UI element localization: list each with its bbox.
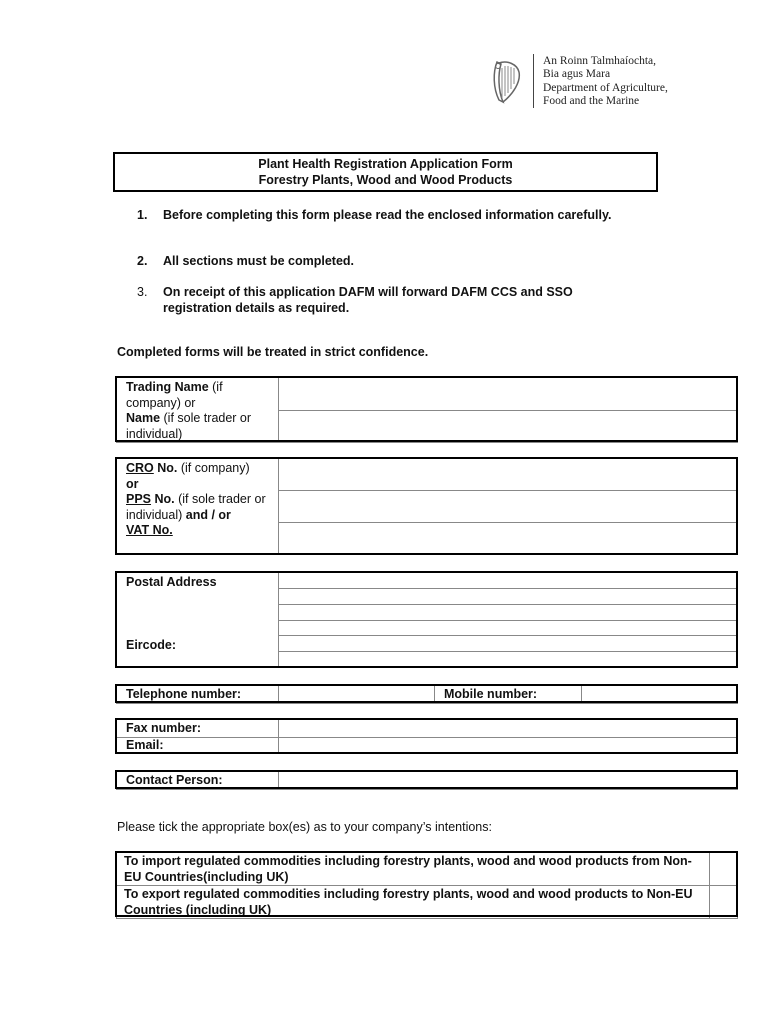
pps-number-field[interactable]: [279, 491, 738, 523]
contact-person-label: Contact Person:: [117, 772, 279, 790]
dept-line: Department of Agriculture,: [543, 81, 668, 94]
phone-table: [116, 685, 738, 704]
telephone-label: Telephone number:: [117, 686, 279, 704]
instruction-number: 2.: [137, 254, 148, 268]
confidentiality-note: Completed forms will be treated in strict confidence.: [117, 345, 429, 359]
dept-line: An Roinn Talmhaíochta,: [543, 55, 657, 67]
import-intention-checkbox[interactable]: [710, 853, 738, 886]
trading-name-label: Trading Name (if company) or Name (if sole trader or individual): [117, 378, 279, 443]
contact-person-field[interactable]: [279, 772, 738, 790]
fax-email-table: [116, 719, 738, 754]
telephone-field[interactable]: [279, 686, 435, 704]
address-line-field[interactable]: [279, 573, 738, 589]
instruction-text: All sections must be completed.: [163, 254, 355, 268]
instruction-number: 3.: [137, 285, 148, 299]
department-name: [543, 55, 668, 108]
contact-table: [116, 771, 738, 790]
vat-number-field[interactable]: [279, 523, 738, 555]
tick-instruction: Please tick the appropriate box(es) as to your company’s intentions:: [117, 820, 492, 834]
trading-name-table: [116, 377, 738, 443]
registration-ids-label: CRO No. (if company) or PPS No. (if sole trader or individual) and / or VAT No.: [117, 459, 279, 555]
harp-emblem-icon: [489, 58, 525, 106]
postal-address-label-cell: [117, 573, 279, 668]
form-title: Plant Health Registration Application Form: [258, 157, 513, 171]
fax-field[interactable]: [279, 720, 738, 738]
address-line-field[interactable]: [279, 652, 738, 668]
mobile-field[interactable]: [582, 686, 738, 704]
mobile-label: Mobile number:: [435, 686, 582, 704]
address-line-field[interactable]: [279, 589, 738, 605]
import-intention-label: To import regulated commodities including forestry plants, wood and wood products from Non-EU Countries(including UK): [117, 853, 710, 886]
email-label: Email:: [117, 737, 279, 754]
form-subtitle: Forestry Plants, Wood and Wood Products: [258, 173, 513, 187]
instruction-text: On receipt of this application DAFM will forward DAFM CCS and SSO registration details as required.: [163, 285, 573, 315]
name-field[interactable]: [279, 410, 738, 443]
address-line-field[interactable]: [279, 605, 738, 621]
dept-line: Food and the Marine: [543, 94, 640, 107]
instruction-1: [137, 208, 647, 240]
postal-address-label: Postal Address: [126, 575, 217, 589]
cro-number-field[interactable]: [279, 459, 738, 491]
eircode-label: Eircode:: [126, 638, 177, 652]
instruction-2: [137, 254, 647, 270]
instruction-text: Before completing this form please read the enclosed information carefully.: [163, 208, 612, 222]
eircode-field[interactable]: [279, 636, 738, 652]
intentions-table: [116, 852, 738, 919]
header-divider: [533, 54, 534, 108]
instruction-3: [137, 285, 647, 317]
instruction-number: 1.: [137, 208, 148, 222]
trading-name-field[interactable]: [279, 378, 738, 411]
export-intention-checkbox[interactable]: [710, 886, 738, 919]
address-line-field[interactable]: [279, 621, 738, 636]
dept-line: Bia agus Mara: [543, 68, 611, 81]
email-field[interactable]: [279, 737, 738, 754]
postal-address-table: [116, 572, 738, 668]
fax-label: Fax number:: [117, 720, 279, 738]
export-intention-label: To export regulated commodities including forestry plants, wood and wood products to Non-EU Countries (including UK): [117, 886, 710, 919]
form-title-box: [113, 152, 658, 192]
registration-ids-table: [116, 458, 738, 555]
